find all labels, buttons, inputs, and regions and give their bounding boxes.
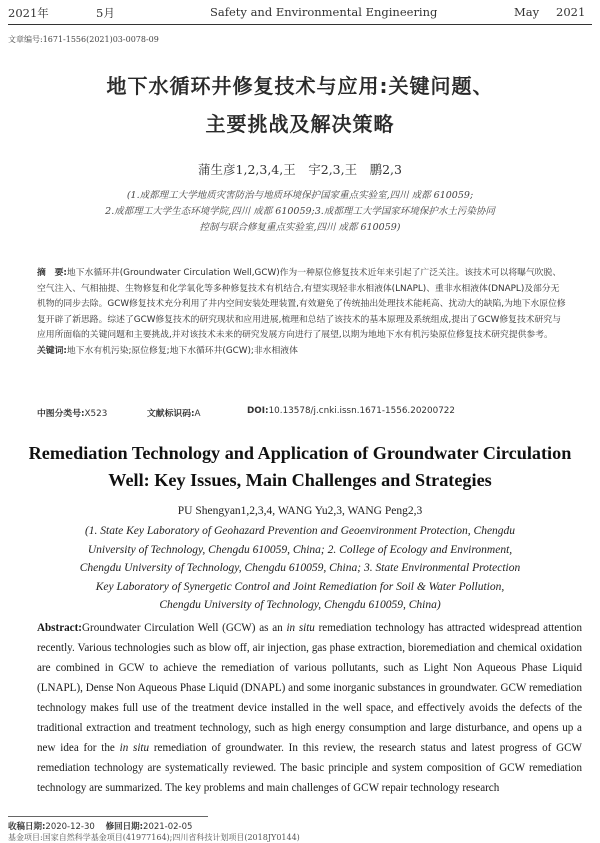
clc-label: 中图分类号: <box>37 409 85 419</box>
en-abstract-text: remediation of groundwater. In this review, the research status and latest progress of GCW remediation technology are systematically reviewed. The basic principle and system composition of GCW remediation technology are summarized. The key problems and main challenges of GCW repair technology research <box>37 742 582 794</box>
header-month: 5月 <box>96 6 115 20</box>
received-dates <box>8 820 192 832</box>
doi-value: 10.13578/j.cnki.issn.1671-1556.20200722 <box>268 406 456 416</box>
cn-title-line1: 地下水循环井修复技术与应用:关键问题、 <box>106 74 494 98</box>
en-abstract-italic: in situ <box>286 622 315 634</box>
doi <box>247 406 455 416</box>
doi-label: DOI: <box>247 406 269 416</box>
en-authors: PU Shengyan1,2,3,4, WANG Yu2,3, WANG Peng2,3 <box>177 505 423 517</box>
header-journal: Safety and Environmental Engineering <box>210 5 438 19</box>
cn-title-line2: 主要挑战及解决策略 <box>205 112 395 136</box>
header-year-en: 2021 <box>556 5 586 19</box>
en-aff-line: Chengdu University of Technology, Chengdu 610059, China; 3. State Environmental Protection <box>79 562 521 575</box>
cn-keywords-text: 地下水有机污染;原位修复;地下水循环井(GCW);非水相液体 <box>66 345 298 356</box>
en-affiliations <box>10 522 590 615</box>
cn-abstract-text: 地下水循环井(Groundwater Circulation Well,GCW)作为一种原位修复技术近年来引起了广泛关注。该技术可以将曝气吹脱、空气注入、气相抽提、生物修复和化学氧化等多种修复技术有机结合,有望实现轻非水相液体(LNAPL)、重非水相液体(DNAPL)及部分无机物的同步去除。GCW修复技术充分利用了井内空间安装处理装置,有效避免了传统抽出处理技术能耗高、扰动大的缺陷,为地下水原位修复开辟了新思路。综述了GCW修复技术的研究现状和应用进展,梳理和总结了该技术的基本原理及系统组成,提出了GCW修复技术研究与应用所面临的关键问题和主要挑战,并对该技术未来的研究发展方向进行了展望,以期为地地下水有机污染原位修复技术研究提供参考。 <box>37 268 566 341</box>
cn-keywords <box>37 344 567 360</box>
cn-keywords-label: 关键词: <box>37 345 67 356</box>
funding-note-cut: 基金项目:国家自然科学基金项目(41977164);四川省科技计划项目(2018JY0144) <box>8 833 300 842</box>
cn-authors: 蒲生彦1,2,3,4,王 宇2,3,王 鹏2,3 <box>198 162 402 177</box>
header-month-en: May <box>514 5 540 19</box>
article-number: 文章编号:1671-1556(2021)03-0078-09 <box>8 35 159 44</box>
running-header <box>8 4 592 25</box>
cn-abstract-label: 摘 要: <box>37 268 67 278</box>
en-aff-line: (1. State Key Laboratory of Geohazard Prevention and Geoenvironment Protection, Chengdu <box>84 525 516 537</box>
footnote-rule <box>8 816 208 817</box>
revised-label: 修回日期: <box>105 822 144 832</box>
revised-date: 2021-02-05 <box>143 822 193 832</box>
cn-affiliations <box>18 188 582 236</box>
en-aff-line: Key Laboratory of Synergetic Control and Joint Remediation for Soil & Water Pollution, <box>95 580 505 593</box>
en-aff-line: University of Technology, Chengdu 610059, China; 2. College of Ecology and Environment, <box>87 543 513 556</box>
en-aff-line: Chengdu University of Technology, Chengdu 610059, China) <box>159 599 441 612</box>
cn-aff-line: 2.成都理工大学生态环境学院,四川 成都 610059;3.成都理工大学国家环境保护水土污染协同 <box>105 206 495 217</box>
received-label: 收稿日期: <box>8 822 46 832</box>
clc <box>37 406 107 419</box>
en-abstract-text: Groundwater Circulation Well (GCW) as an <box>81 622 287 634</box>
en-abstract-italic: in situ <box>119 742 150 754</box>
doc-code <box>147 406 201 419</box>
doc-value: A <box>194 409 201 419</box>
cn-aff-line: 控制与联合修复重点实验室,四川 成都 610059) <box>199 222 401 233</box>
en-title-line2: Well: Key Issues, Main Challenges and Strategies <box>108 470 492 490</box>
clc-value: X523 <box>84 409 108 419</box>
en-abstract-label: Abstract: <box>37 622 82 634</box>
en-title-line1: Remediation Technology and Application of Groundwater Circulation <box>28 443 572 463</box>
header-year: 2021年 <box>8 6 49 20</box>
doc-label: 文献标识码: <box>147 409 195 419</box>
en-abstract-text: remediation technology has attracted widespread attention recently. Various technologies such as blow off, air injection, gas phase extraction, bioremediation and chemical oxidation are combined in GCW to achieve the remediation of various pollutants, such as Light Non Aqueous Phase Liquid (LNAPL), Dense Non Aqueous Phase Liquid (DNAPL) and some inorganic substances in groundwater. GCW remediation technology makes full use of the treatment device installed in the well space, and effectively avoids the defects of the traditional extraction and treatment technology, such as high energy consumption and large disturbance, and opens up a new idea for the <box>37 622 582 754</box>
en-abstract <box>37 618 582 798</box>
cn-abstract <box>37 266 567 360</box>
received-date: 2020-12-30 <box>45 822 95 832</box>
cn-aff-line: (1.成都理工大学地质灾害防治与地质环境保护国家重点实验室,四川 成都 610059; <box>126 190 474 201</box>
